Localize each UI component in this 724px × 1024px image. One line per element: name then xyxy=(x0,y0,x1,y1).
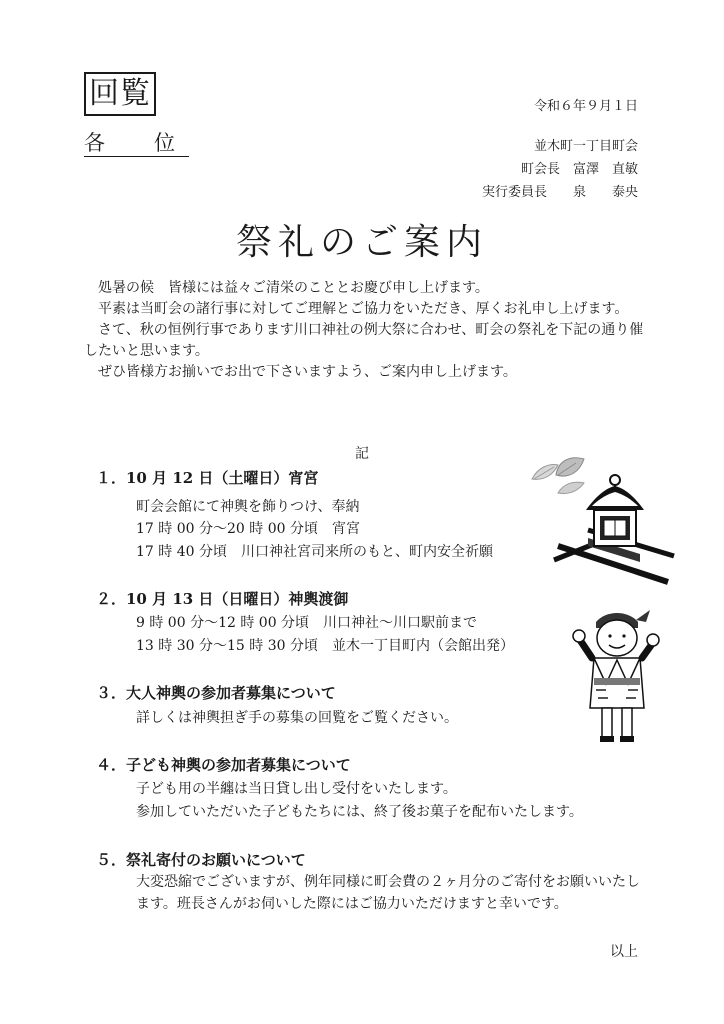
sender-block xyxy=(482,135,638,204)
mikoshi-icon xyxy=(548,470,678,588)
intro-paragraph: さて、秋の恒例行事であります川口神社の例大祭に合わせ、町会の祭礼を下記の通り催したいと思います。 xyxy=(84,322,644,359)
item-2-line: 13 時 30 分～15 時 30 分頃 並木一丁目町内（会館出発） xyxy=(136,638,514,654)
committee-chair-name: 実行委員長 泉 泰央 xyxy=(481,185,638,200)
item-3-title: ３．大人神輿の参加者募集について xyxy=(96,684,336,702)
chair-name: 町会長 富澤 直敏 xyxy=(520,162,638,177)
organization-name: 並木町一丁目町会 xyxy=(533,139,638,154)
item-4-line: 参加していただいた子どもたちには、終了後お菓子を配布いたします。 xyxy=(136,804,583,820)
intro-paragraph: 平素は当町会の諸行事に対してご理解とご協力をいただき、厚くお礼申し上げます。 xyxy=(98,301,629,317)
closing-ijou: 以上 xyxy=(610,944,638,960)
document-title: 祭礼のご案内 xyxy=(235,222,488,263)
item-1-line: 町会会館にて神輿を飾りつけ、奉納 xyxy=(136,499,360,515)
ki-heading: 記 xyxy=(355,446,369,462)
item-1-line: 17 時 40 分頃 川口神社宮司来所のもと、町内安全祈願 xyxy=(136,544,493,560)
item-1-line: 17 時 00 分～20 時 00 分頃 宵宮 xyxy=(136,521,360,537)
item-5-paragraph: 大変恐縮でございますが、例年同様に町会費の２ヶ月分のご寄付をお願いいたします。班長さんがお伺いした際にはご協力いただけますと幸いです。 xyxy=(136,874,640,912)
item-2-title: ２．10 月 13 日（日曜日）神輿渡御 xyxy=(96,590,349,608)
item-4-line: 子ども用の半纏は当日貸し出し受付をいたします。 xyxy=(136,781,457,797)
intro-paragraph: 処暑の候 皆様には益々ご清栄のこととお慶び申し上げます。 xyxy=(98,280,489,296)
item-2-line: 9 時 00 分～12 時 00 分頃 川口神社～川口駅前まで xyxy=(136,615,478,631)
item-5-title: ５．祭礼寄付のお願いについて xyxy=(96,851,306,869)
intro-text xyxy=(84,278,644,383)
item-1-title: １．10 月 12 日（土曜日）宵宮 xyxy=(96,469,319,487)
item-3-line: 詳しくは神輿担ぎ手の募集の回覧をご覧ください。 xyxy=(136,710,458,726)
circulation-stamp: 回覧 xyxy=(84,72,156,116)
item-4-title: ４．子ども神輿の参加者募集について xyxy=(96,756,351,774)
festival-man-icon xyxy=(572,600,660,748)
intro-paragraph: ぜひ皆様方お揃いでお出で下さいますよう、ご案内申し上げます。 xyxy=(98,364,517,380)
issue-date: 令和６年９月１日 xyxy=(533,99,638,114)
addressee: 各 位 xyxy=(84,131,189,155)
